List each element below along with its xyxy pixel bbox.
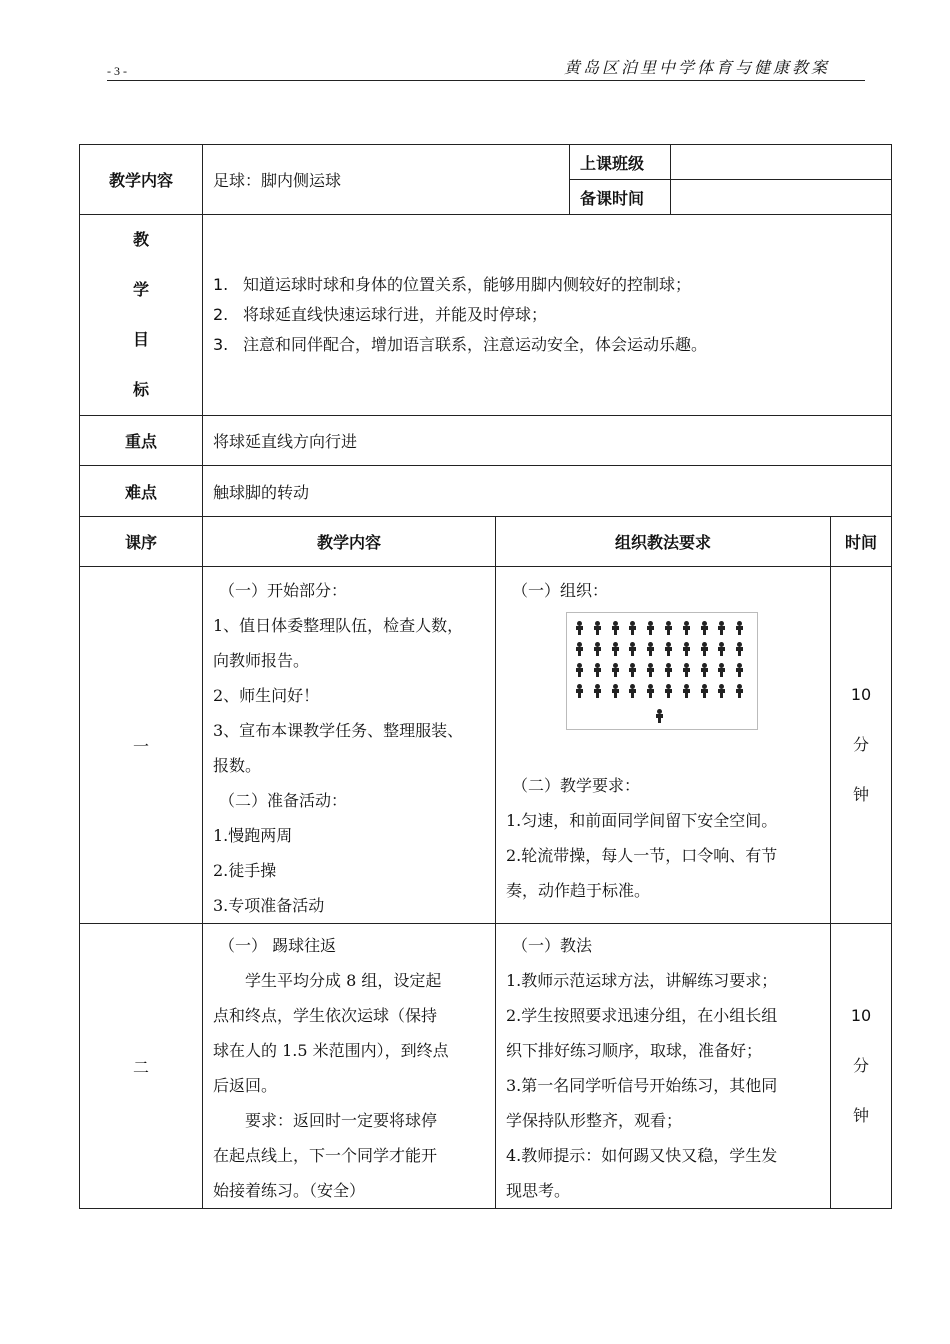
student-icon (575, 684, 583, 698)
content-line: 向教师报告。 (213, 651, 310, 670)
goal-item: 3. 注意和同伴配合，增加语言联系，注意运动安全，体会运动乐趣。 (213, 335, 708, 354)
goals-label (80, 215, 203, 416)
content-line: 学生平均分成 8 组，设定起 (245, 971, 442, 990)
goals-content (203, 215, 892, 416)
col-header-seq: 课序 (80, 517, 203, 567)
student-icon (717, 663, 725, 677)
method-line: 2.轮流带操，每人一节，口令响、有节 (506, 846, 778, 865)
formation-diagram (566, 612, 758, 730)
content-line: 报数。 (213, 756, 262, 775)
goals-label-char: 标 (132, 380, 149, 399)
method-line: 奏，动作趋于标准。 (506, 881, 651, 900)
teacher-icon (655, 709, 663, 723)
student-icon (575, 642, 583, 656)
section-content (203, 924, 496, 1209)
key-point-label: 重点 (80, 416, 203, 466)
student-icon (593, 621, 601, 635)
student-icon (682, 642, 690, 656)
student-icon (628, 684, 636, 698)
student-icon (628, 642, 636, 656)
student-icon (611, 621, 619, 635)
student-icon (664, 684, 672, 698)
col-header-content: 教学内容 (203, 517, 496, 567)
student-icon (575, 621, 583, 635)
student-icon (717, 684, 725, 698)
student-icon (735, 642, 743, 656)
student-icon (700, 663, 708, 677)
content-value: 足球：脚内侧运球 (203, 145, 570, 215)
method-line: 1.教师示范运球方法，讲解练习要求； (506, 971, 778, 990)
student-icon (664, 621, 672, 635)
content-line: 3、宣布本课教学任务、整理服装、 (213, 721, 464, 740)
student-icon (682, 621, 690, 635)
content-line: （一）开始部分： (219, 581, 348, 600)
prep-time-label: 备课时间 (570, 180, 671, 215)
section-seq: 一 (80, 567, 203, 924)
content-line: 在起点线上，下一个同学才能开 (213, 1146, 438, 1165)
col-header-time: 时间 (831, 517, 892, 567)
section-method (496, 567, 831, 924)
content-line: 要求：返回时一定要将球停 (245, 1111, 438, 1130)
content-line: 2、师生问好！ (213, 686, 320, 705)
method-line: 3.第一名同学听信号开始练习，其他同 (506, 1076, 778, 1095)
class-label: 上课班级 (570, 145, 671, 180)
header-rule (107, 80, 865, 81)
method-line: （一）教法 (512, 936, 593, 955)
content-line: 后返回。 (213, 1076, 278, 1095)
content-line: 3.专项准备活动 (213, 896, 325, 915)
student-icon (611, 642, 619, 656)
content-line: 1.慢跑两周 (213, 826, 293, 845)
student-icon (646, 684, 654, 698)
student-icon (717, 621, 725, 635)
content-line: 点和终点，学生依次运球（保持 (213, 1006, 438, 1025)
content-line: 1、值日体委整理队伍，检查人数， (213, 616, 464, 635)
student-icon (593, 684, 601, 698)
content-label: 教学内容 (80, 145, 203, 215)
method-line: 2.学生按照要求迅速分组，在小组长组 (506, 1006, 778, 1025)
content-line: 始接着练习。（安全） (213, 1181, 366, 1200)
header-title: 黄岛区泊里中学体育与健康教案 (563, 58, 830, 77)
student-icon (735, 684, 743, 698)
goals-label-char: 学 (132, 280, 149, 299)
student-icon (735, 663, 743, 677)
student-icon (611, 684, 619, 698)
difficulty-value: 触球脚的转动 (203, 466, 892, 517)
method-line: 4.教师提示：如何踢又快又稳，学生发 (506, 1146, 778, 1165)
class-value (671, 145, 892, 180)
method-line: （二）教学要求： (512, 776, 641, 795)
student-icon (682, 663, 690, 677)
student-icon (646, 621, 654, 635)
goal-item: 2. 将球延直线快速运球行进，并能及时停球； (213, 305, 548, 324)
method-line: 1.匀速，和前面同学间留下安全空间。 (506, 811, 778, 830)
content-line: 2.徒手操 (213, 861, 277, 880)
student-icon (628, 621, 636, 635)
goals-label-char: 目 (132, 330, 149, 349)
prep-time-value (671, 180, 892, 215)
method-line: 现思考。 (506, 1181, 571, 1200)
method-line: 织下排好练习顺序，取球，准备好； (506, 1041, 763, 1060)
student-icon (628, 663, 636, 677)
student-icon (593, 642, 601, 656)
student-icon (646, 642, 654, 656)
section-time: 10 分 钟 (831, 567, 892, 924)
student-icon (682, 684, 690, 698)
col-header-method: 组织教法要求 (496, 517, 831, 567)
student-icon (735, 621, 743, 635)
lesson-plan-table (79, 144, 892, 1209)
method-heading: （一）组织： (512, 581, 609, 600)
student-icon (700, 642, 708, 656)
student-icon (717, 642, 725, 656)
student-icon (664, 663, 672, 677)
page-number: - 3 - (107, 64, 127, 78)
difficulty-label: 难点 (80, 466, 203, 517)
content-line: （二）准备活动： (219, 791, 348, 810)
student-icon (700, 621, 708, 635)
student-icon (593, 663, 601, 677)
goal-item: 1. 知道运球时球和身体的位置关系，能够用脚内侧较好的控制球； (213, 275, 692, 294)
section-content (203, 567, 496, 924)
key-point-value: 将球延直线方向行进 (203, 416, 892, 466)
goals-label-char: 教 (132, 230, 149, 249)
student-icon (575, 663, 583, 677)
section-method (496, 924, 831, 1209)
method-line: 学保持队形整齐，观看； (506, 1111, 683, 1130)
student-icon (611, 663, 619, 677)
section-seq: 二 (80, 924, 203, 1209)
student-icon (646, 663, 654, 677)
content-line: 球在人的 1.5 米范围内），到终点 (213, 1041, 449, 1060)
content-line: （一） 踢球往返 (219, 936, 337, 955)
student-icon (700, 684, 708, 698)
section-time: 10 分 钟 (831, 924, 892, 1209)
student-icon (664, 642, 672, 656)
